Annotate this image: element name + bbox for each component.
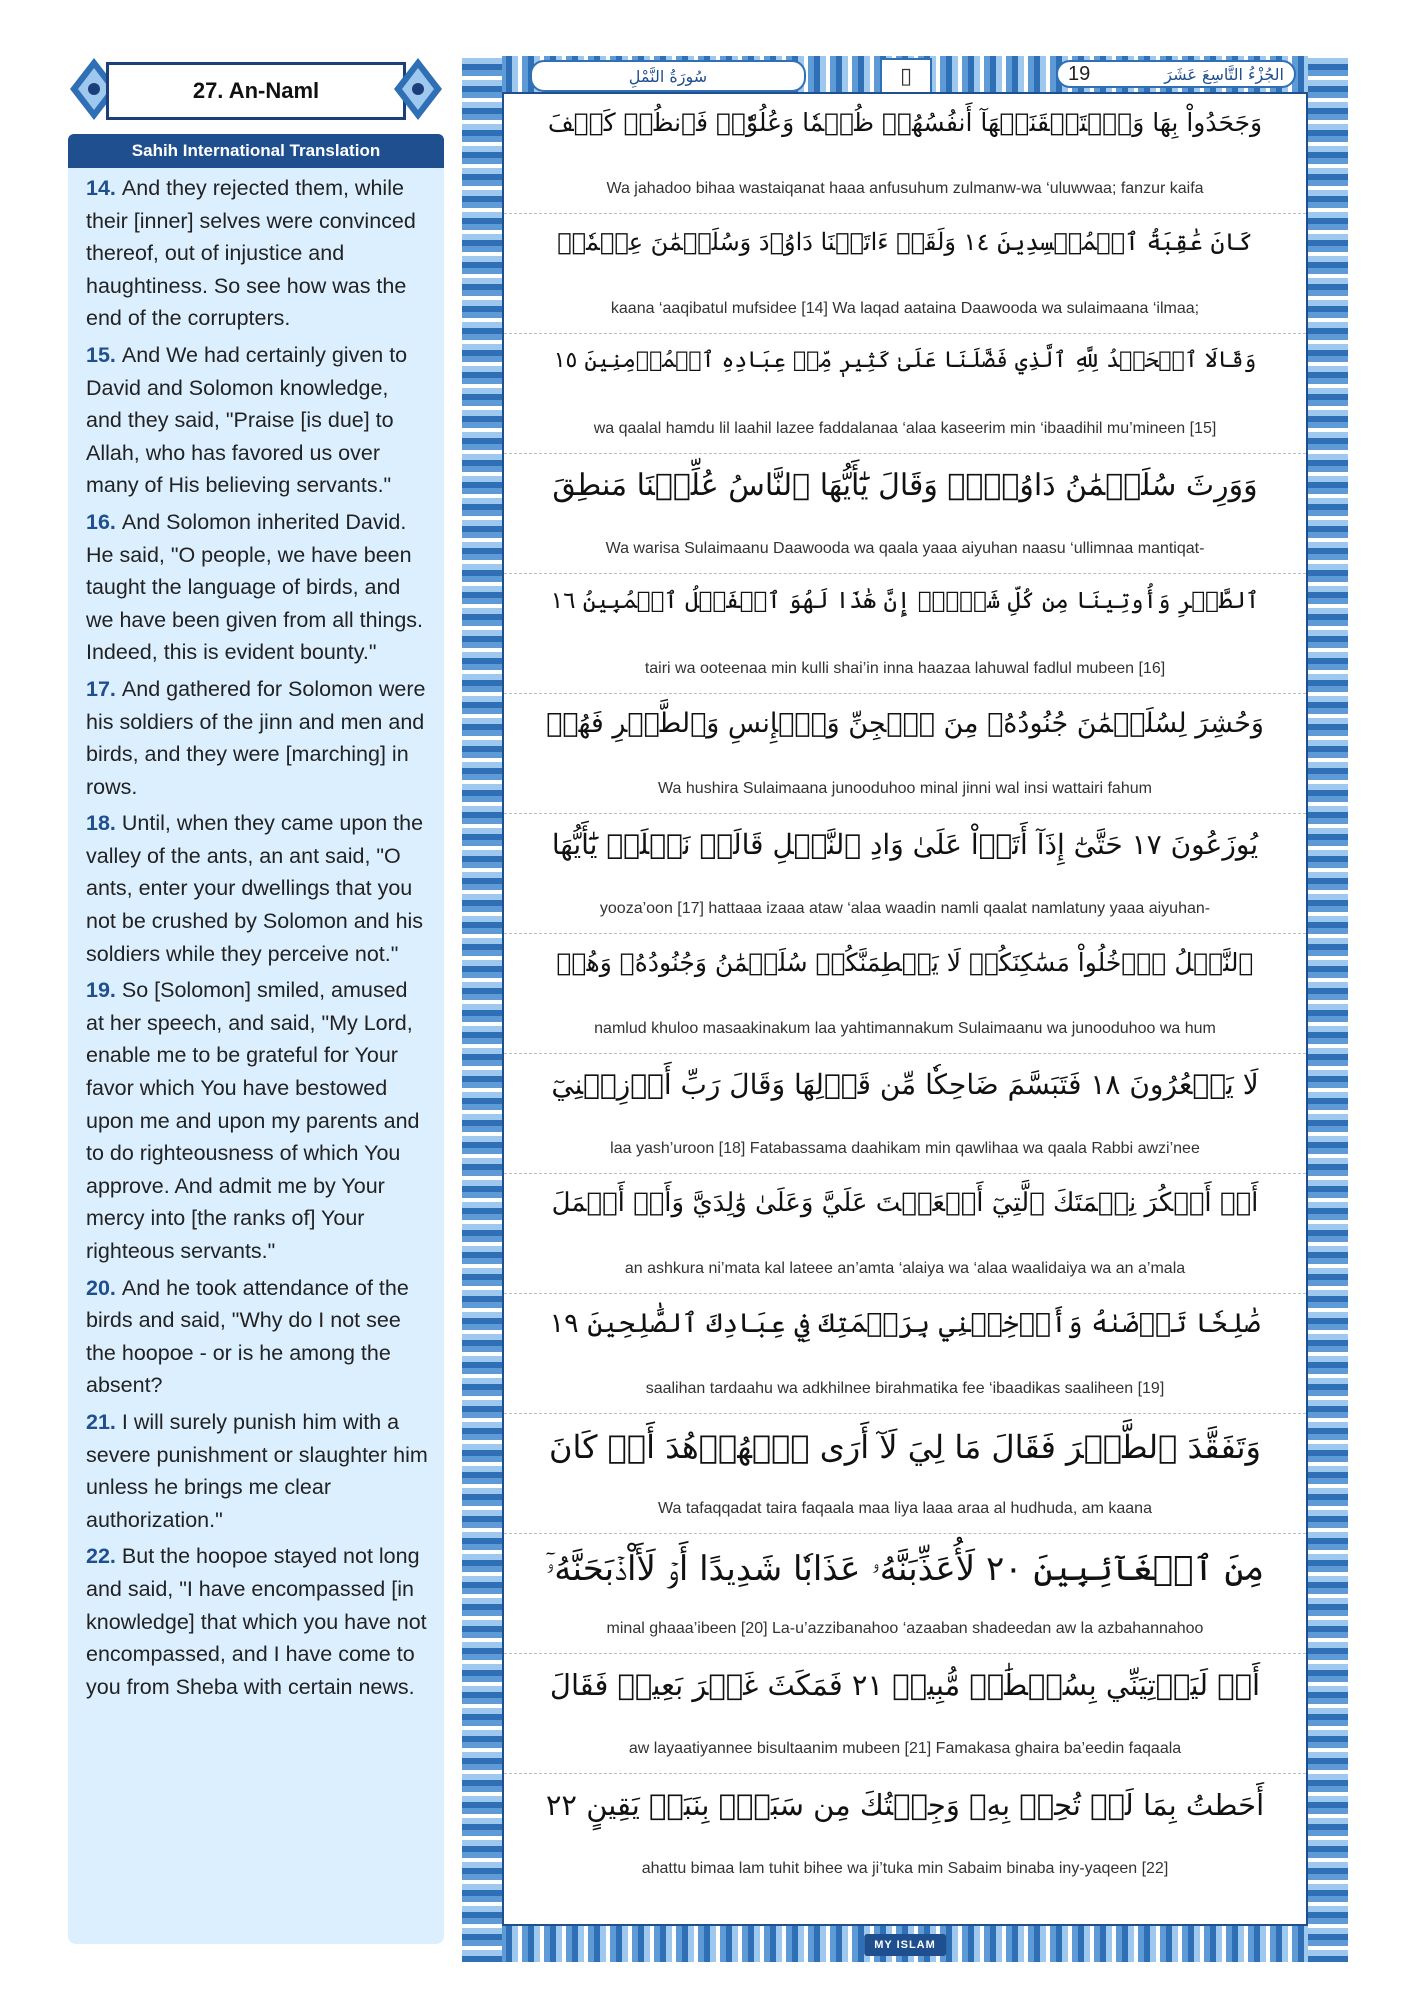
- quran-line: [504, 454, 1306, 574]
- arabic-text: أَوۡ لَيَأۡتِيَنِّي بِسُلۡطَٰنٖ مُّبِينٖ ٢١ فَمَكَثَ غَيۡرَ بَعِيدٖ فَقَالَ: [549, 1668, 1261, 1702]
- surah-name-pill: [530, 60, 806, 92]
- verse-14: 14. And they rejected them, while their [inner] selves were convinced thereof, out of injustice and haughtiness. So see how was the end of the corrupters.: [86, 176, 416, 331]
- quran-line: [504, 1414, 1306, 1534]
- translation-panel: [68, 56, 444, 1944]
- quran-line: [504, 334, 1306, 454]
- quran-line: [504, 814, 1306, 934]
- arabic-text: ٱلطَّيۡرِ وَأُوتِينَا مِن كُلِّ شَيۡءٍۖ إِنَّ هَٰذَا لَهُوَ ٱلۡفَضۡلُ ٱلۡمُبِينُ ١٦: [550, 588, 1260, 614]
- verse-21: 21. I will surely punish him with a severe punishment or slaughter him unless he brings me clear authorization.": [86, 1409, 428, 1532]
- arabic-text: وَجَحَدُواْ بِهَا وَٱسۡتَيۡقَنَتۡهَآ أَنفُسُهُمۡ ظُلۡمٗا وَعُلُوّٗاۚ فَٱنظُرۡ كَيۡفَ: [547, 108, 1263, 137]
- surah-title: 27. An-Naml: [106, 62, 406, 120]
- transliteration: ahattu bimaa lam tuhit bihee wa ji’tuka min Sabaim binaba iny-yaqeen [22]: [641, 1860, 1169, 1877]
- transliteration: wa qaalal hamdu lil laahil lazee faddalanaa ‘alaa kaseerim min ‘ibaadihil mu’mineen [15]: [593, 420, 1217, 437]
- quran-line: [504, 694, 1306, 814]
- transliteration: Wa jahadoo bihaa wastaiqanat haaa anfusuhum zulmanw-wa ‘uluwwaa; fanzur kaifa: [606, 180, 1204, 197]
- arabic-text: وَوَرِثَ سُلَيۡمَٰنُ دَاوُۥدَۖ وَقَالَ يَٰٓأَيُّهَا ٱلنَّاسُ عُلِّمۡنَا مَنطِقَ: [552, 468, 1258, 503]
- quran-line: [504, 1054, 1306, 1174]
- arabic-text: صَٰلِحٗا تَرۡضَىٰهُ وَأَدۡخِلۡنِي بِرَحۡمَتِكَ فِي عِبَادِكَ ٱلصَّٰلِحِينَ ١٩: [549, 1308, 1261, 1339]
- quran-line: [504, 214, 1306, 334]
- transliteration: laa yash’uroon [18] Fatabassama daahikam min qawlihaa wa qaala Rabbi awzi’nee: [610, 1140, 1200, 1157]
- transliteration: namlud khuloo masaakinakum laa yahtimannakum Sulaimaanu wa junooduhoo wa hum: [594, 1020, 1216, 1037]
- transliteration: yooza’oon [17] hattaaa izaaa ataw ‘alaa waadin namli qaalat namlatuny yaaa aiyuhan-: [599, 900, 1211, 917]
- arabic-text: مِنَ ٱلۡغَآئِبِينَ ٢٠ لَأُعَذِّبَنَّهُۥ عَذَابٗا شَدِيدًا أَوۡ لَأَاْذۡبَحَنَّهُۥٓ: [545, 1549, 1265, 1589]
- transliteration: minal ghaaa’ibeen [20] La-u’azzibanahoo ‘azaaban shadeedan aw la azbahannahoo: [606, 1620, 1204, 1637]
- quran-line: [504, 94, 1306, 214]
- transliteration: Wa warisa Sulaimaanu Daawooda wa qaala yaaa aiyuhan naasu ‘ullimnaa mantiqat-: [605, 540, 1205, 557]
- transliteration: aw layaatiyannee bisultaanim mubeen [21] Famakasa ghaira ba’eedin faqaala: [628, 1740, 1182, 1757]
- arabic-text: وَقَالَا ٱلۡحَمۡدُ لِلَّهِ ٱلَّذِي فَضَّلَنَا عَلَىٰ كَثِيرٖ مِّنۡ عِبَادِهِ ٱلۡمُؤۡمِنِينَ ١٥: [553, 348, 1257, 373]
- translation-header: Sahih International Translation: [68, 134, 444, 168]
- transliteration: an ashkura ni’mata kal lateee an’amta ‘alaiya wa ‘alaa waalidaiya wa an a’mala: [624, 1260, 1186, 1277]
- verse-17: 17. And gathered for Solomon were his soldiers of the jinn and men and birds, and they were [marching] in rows.: [86, 676, 426, 799]
- quran-line: [504, 1294, 1306, 1414]
- juz-name-arabic: الجُزْءُ التَّاسِعَ عَشَرَ: [1164, 64, 1284, 84]
- verse-22: 22. But the hoopoe stayed not long and said, "I have encompassed [in knowledge] that which you have not encompassed, and I have come to you from Sheba with certain news.: [86, 1544, 427, 1699]
- arabic-text: وَتَفَقَّدَ ٱلطَّيۡرَ فَقَالَ مَا لِيَ لَآ أَرَى ٱلۡهُدۡهُدَ أَمۡ كَانَ: [549, 1428, 1261, 1466]
- juz-number: 19: [1068, 62, 1091, 85]
- juz-pill: [1056, 60, 1296, 88]
- arabic-text: ٱلنَّمۡلُ ٱدۡخُلُواْ مَسَٰكِنَكُمۡ لَا يَحۡطِمَنَّكُمۡ سُلَيۡمَٰنُ وَجُنُودُهُۥ وَهُمۡ: [556, 948, 1254, 977]
- transliteration: Wa tafaqqadat taira faqaala maa liya laaa araa al hudhuda, am kaana: [658, 1500, 1152, 1517]
- transliteration: Wa hushira Sulaimaana junooduhoo minal jinni wal insi wattairi fahum: [658, 780, 1152, 797]
- quran-line: [504, 934, 1306, 1054]
- verse-18: 18. Until, when they came upon the valley of the ants, an ant said, "O ants, enter your dwellings that you not be crushed by Solomon and his soldiers while they perceive not.": [86, 811, 424, 966]
- page-content: [502, 92, 1308, 1926]
- verse-19: 19. So [Solomon] smiled, amused at her speech, and said, "My Lord, enable me to be grateful for Your favor which You have bestowed upon me and upon my parents and to do righteousness of which You approve. And admit me by Your mercy into [the ranks of] Your righteous servants.": [86, 978, 420, 1263]
- quran-line: [504, 574, 1306, 694]
- quran-lines: [504, 94, 1306, 1893]
- center-marker: ▯: [880, 58, 932, 94]
- surah-title-frame: [68, 56, 444, 122]
- quran-line: [504, 1174, 1306, 1294]
- verse-15: 15. And We had certainly given to David and Solomon knowledge, and they said, "Praise [is due] to Allah, who has favored us over many of His believing servants.": [86, 342, 408, 498]
- page-border-right: [1308, 56, 1348, 1962]
- verse-16: 16. And Solomon inherited David. He said, "O people, we have been taught the language of birds, and we have been given from all things. Indeed, this is evident bounty.": [86, 509, 424, 665]
- transliteration: kaana ‘aaqibatul mufsidee [14] Wa laqad aataina Daawooda wa sulaimaana ‘ilmaa;: [610, 300, 1200, 317]
- arabic-text: وَحُشِرَ لِسُلَيۡمَٰنَ جُنُودُهُۥ مِنَ ٱلۡجِنِّ وَٱلۡإِنسِ وَٱلطَّيۡرِ فَهُمۡ: [546, 708, 1264, 739]
- quran-line: [504, 1534, 1306, 1654]
- arabic-text: أَنۡ أَشۡكُرَ نِعۡمَتَكَ ٱلَّتِيٓ أَنۡعَمۡتَ عَلَيَّ وَعَلَىٰ وَٰلِدَيَّ وَأَنۡ أَعۡمَلَ: [551, 1188, 1259, 1218]
- footer-brand: MY ISLAM: [864, 1934, 946, 1956]
- quran-line: [504, 1654, 1306, 1774]
- quran-page: [462, 56, 1348, 1962]
- arabic-text: لَا يَشۡعُرُونَ ١٨ فَتَبَسَّمَ ضَاحِكٗا مِّن قَوۡلِهَا وَقَالَ رَبِّ أَوۡزِعۡنِيٓ: [551, 1068, 1259, 1101]
- arabic-text: أَحَطتُ بِمَا لَمۡ تُحِطۡ بِهِۦ وَجِئۡتُكَ مِن سَبَإِۭ بِنَبَإٖ يَقِينٍ ٢٢: [545, 1788, 1265, 1822]
- page-border-left: [462, 56, 502, 1962]
- transliteration: saalihan tardaahu wa adkhilnee birahmatika fee ‘ibaadikas saaliheen [19]: [645, 1380, 1165, 1397]
- ornament-right-icon: [392, 56, 444, 122]
- arabic-text: كَانَ عَٰقِبَةُ ٱلۡمُفۡسِدِينَ ١٤ وَلَقَدۡ ءَاتَيۡنَا دَاوُۥدَ وَسُلَيۡمَٰنَ عِلۡمٗاۖ: [557, 228, 1253, 256]
- translation-body: [68, 168, 444, 1944]
- transliteration: tairi wa ooteenaa min kulli shai’in inna haazaa lahuwal fadlul mubeen [16]: [644, 660, 1166, 677]
- arabic-text: يُوزَعُونَ ١٧ حَتَّىٰٓ إِذَآ أَتَوۡاْ عَلَىٰ وَادِ ٱلنَّمۡلِ قَالَتۡ نَمۡلَةٞ يَٰٓأَيُّهَا: [551, 828, 1259, 861]
- verse-20: 20. And he took attendance of the birds and said, "Why do I not see the hoopoe - or is he among the absent?: [86, 1275, 409, 1398]
- surah-name-arabic: سُورَةُ النَّمْلِ: [628, 66, 708, 86]
- quran-line: [504, 1774, 1306, 1893]
